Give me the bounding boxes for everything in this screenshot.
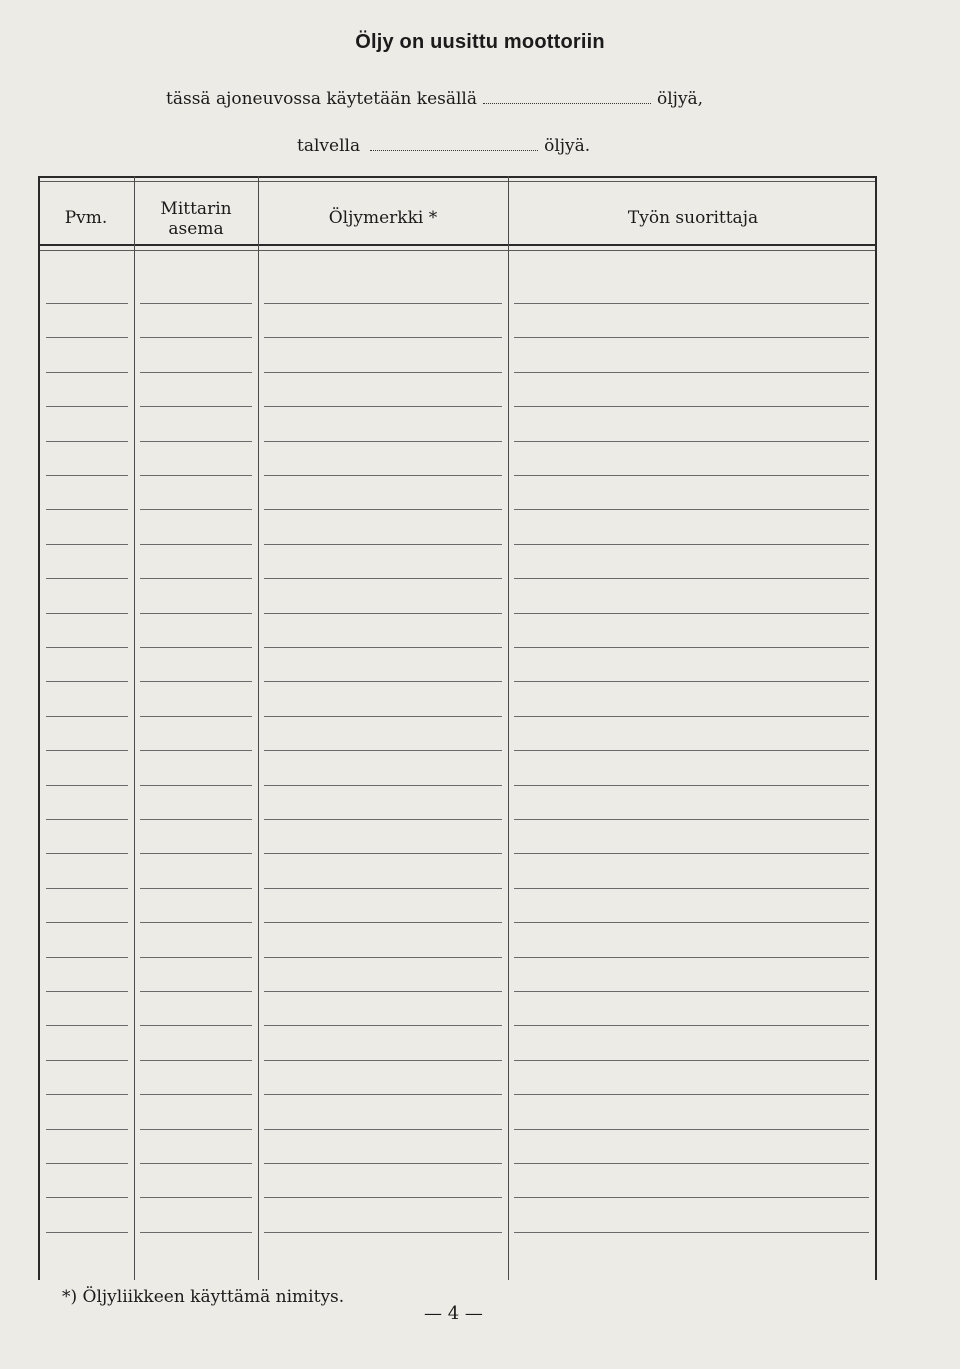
table-row-rule [514,681,869,682]
table-row-rule [46,991,128,992]
table-row-rule [514,785,869,786]
table-row-rule [514,372,869,373]
table-row-rule [514,991,869,992]
table-row-rule [264,406,502,407]
table-row-rule [264,1163,502,1164]
table-row-rule [264,578,502,579]
table-row-rule [140,1094,252,1095]
table-row-rule [514,922,869,923]
table-row-rule [264,716,502,717]
table-row-rule [140,337,252,338]
table-row-rule [46,613,128,614]
table-row-rule [46,372,128,373]
table-row-rule [514,957,869,958]
footnote: *) Öljyliikkeen käyttämä nimitys. [62,1287,345,1307]
table-row-rule [264,544,502,545]
table-row-rule [140,957,252,958]
table-row-rule [140,544,252,545]
table-row-rule [514,613,869,614]
table-row-rule [46,1025,128,1026]
table-row-rule [140,475,252,476]
table-row-rule [264,819,502,820]
table-left-border [38,176,40,1280]
table-row-rule [46,888,128,889]
table-row-rule [46,716,128,717]
table-row-rule [46,1197,128,1198]
page-number: — 4 — [424,1303,483,1324]
column-divider-oil [508,176,509,1280]
table-row-rule [514,1232,869,1233]
table-row-rule [46,1060,128,1061]
table-row-rule [46,406,128,407]
table-row-rule [514,1197,869,1198]
header-bottom-inner-border [38,250,877,251]
table-row-rule [264,1129,502,1130]
winter-oil-line [297,136,590,156]
winter-oil-suffix: öljyä. [544,136,591,156]
table-row-rule [264,1232,502,1233]
table-row-rule [46,853,128,854]
header-performed-by: Työn suorittaja [627,208,759,228]
header-bottom-border [38,244,877,246]
table-row-rule [264,888,502,889]
table-row-rule [514,1094,869,1095]
summer-oil-line [166,89,703,109]
table-row-rule [140,750,252,751]
table-row-rule [514,509,869,510]
table-row-rule [140,888,252,889]
table-row-rule [264,750,502,751]
table-row-rule [514,888,869,889]
column-divider-date [134,176,135,1280]
header-date: Pvm. [64,208,108,228]
table-right-border [875,176,877,1280]
table-row-rule [140,991,252,992]
table-row-rule [264,441,502,442]
header-odometer-line1: Mittarin [160,199,232,219]
table-row-rule [514,544,869,545]
table-row-rule [514,853,869,854]
table-row-rule [514,1163,869,1164]
table-row-rule [264,337,502,338]
summer-oil-suffix: öljyä, [657,89,704,109]
table-row-rule [46,441,128,442]
table-row-rule [264,1094,502,1095]
table-row-rule [264,785,502,786]
table-row-rule [514,750,869,751]
table-row-rule [46,922,128,923]
table-row-rule [46,337,128,338]
table-row-rule [46,1094,128,1095]
table-row-rule [140,716,252,717]
header-odometer [134,199,258,239]
table-row-rule [140,681,252,682]
table-row-rule [46,1163,128,1164]
table-row-rule [264,1197,502,1198]
table-row-rule [514,819,869,820]
table-row-rule [264,853,502,854]
table-row-rule [514,1129,869,1130]
table-row-rule [264,957,502,958]
header-odometer-line2: asema [168,219,224,239]
table-row-rule [264,475,502,476]
table-row-rule [264,303,502,304]
table-row-rule [514,716,869,717]
summer-oil-label: tässä ajoneuvossa käytetään kesällä [166,89,477,109]
table-row-rule [140,1232,252,1233]
table-row-rule [264,647,502,648]
table-row-rule [264,613,502,614]
table-row-rule [46,509,128,510]
table-top-border [38,176,877,178]
table-row-rule [514,441,869,442]
table-row-rule [514,406,869,407]
table-row-rule [46,1129,128,1130]
table-row-rule [46,819,128,820]
table-row-rule [514,1025,869,1026]
table-row-rule [514,578,869,579]
table-row-rule [140,509,252,510]
table-row-rule [514,475,869,476]
table-row-rule [140,1197,252,1198]
table-row-rule [140,441,252,442]
table-row-rule [46,475,128,476]
table-row-rule [140,853,252,854]
table-row-rule [264,372,502,373]
table-row-rule [264,991,502,992]
table-row-rule [46,578,128,579]
winter-oil-blank[interactable] [370,149,538,151]
table-row-rule [46,303,128,304]
table-row-rule [46,750,128,751]
table-row-rule [264,681,502,682]
table-row-rule [514,303,869,304]
table-row-rule [46,647,128,648]
table-top-inner-border [38,181,877,182]
table-row-rule [140,1060,252,1061]
table-row-rule [140,372,252,373]
table-row-rule [514,1060,869,1061]
table-row-rule [46,1232,128,1233]
oil-change-table [38,176,877,1280]
table-row-rule [140,1129,252,1130]
table-row-rule [514,337,869,338]
table-row-rule [264,1060,502,1061]
table-row-rule [140,1163,252,1164]
table-row-rule [46,957,128,958]
table-row-rule [140,578,252,579]
table-row-rule [264,509,502,510]
table-row-rule [46,785,128,786]
winter-oil-label: talvella [297,136,361,156]
table-row-rule [140,613,252,614]
table-row-rule [140,647,252,648]
table-row-rule [140,819,252,820]
table-row-rule [264,922,502,923]
header-oil-brand: Öljymerkki * [328,208,438,228]
table-row-rule [514,647,869,648]
summer-oil-blank[interactable] [483,102,651,104]
column-divider-odometer [258,176,259,1280]
table-row-rule [140,1025,252,1026]
table-row-rule [140,406,252,407]
table-row-rule [140,303,252,304]
table-row-rule [46,544,128,545]
table-row-rule [140,785,252,786]
page-title: Öljy on uusittu moottoriin [355,31,605,53]
table-row-rule [46,681,128,682]
table-row-rule [140,922,252,923]
table-row-rule [264,1025,502,1026]
